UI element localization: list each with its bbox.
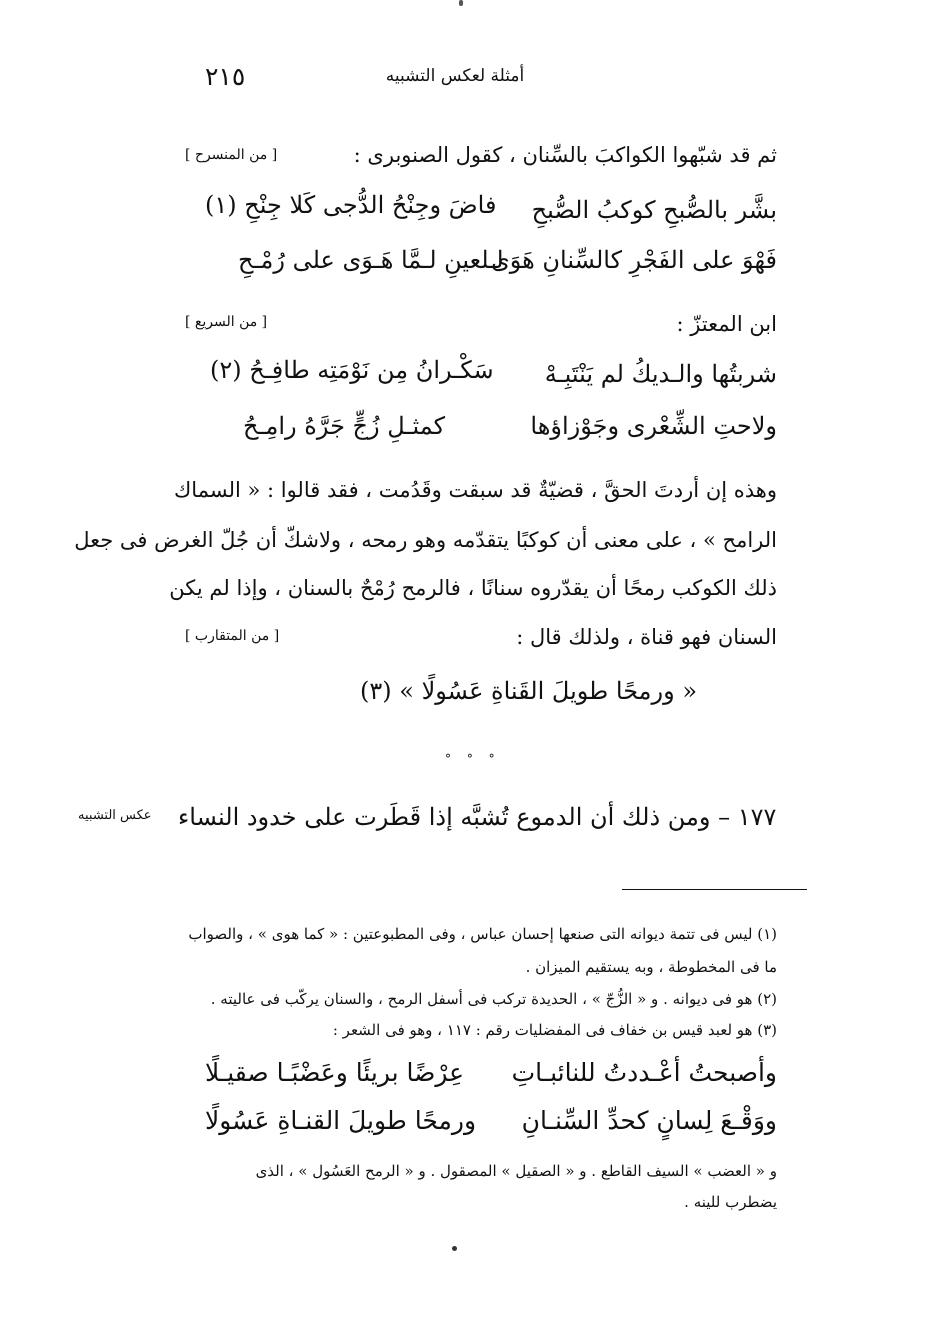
footnote-verse-1-right: وأصبحتُ أعْـددتُ للنائبـاتِ: [511, 1058, 777, 1087]
footnote-1-line-1: (١) ليس فى تتمة ديوانه التى صنعها إحسان عباس ، وفى المطبوعتين : « كما هوى » ، والصواب: [188, 925, 777, 943]
verse-1-left: فاضَ وجِنْحُ الدُّجى كَلا جِنْحِ (١): [205, 191, 497, 219]
verse-3-left: سَكْـرانُ مِن نَوْمَتِه طافِـحُ (٢): [210, 356, 494, 384]
running-title: أمثلة لعكس التشبيه: [385, 66, 525, 86]
paragraph-meter: [ من المتقارب ]: [185, 628, 280, 644]
page-number: ٢١٥: [205, 62, 246, 91]
footnote-verse-2-right: ووَقْـعَ لِسانٍ كحدِّ السِّنـانِ: [521, 1106, 777, 1135]
footnote-verse-1-left: عِرْضًا بريئًا وعَضْبًـا صقيـلًا: [205, 1058, 465, 1087]
paragraph-line-4: السنان فهو قناة ، ولذلك قال :: [516, 625, 777, 649]
verse-3-right: شربتُها والـديكُ لم يَنْتَبِـهْ: [544, 360, 777, 388]
footnote-verse-2-left: ورمحًا طويلَ القنـاةِ عَسُولًا: [205, 1106, 477, 1135]
footnote-3: (٣) هو لعبد قيس بن خفاف فى المفضليات رقم : ١١٧ ، وهو فى الشعر :: [332, 1021, 777, 1039]
section1-intro: ثم قد شبّهوا الكواكبَ بالسِّنان ، كقول الصنوبرى :: [353, 143, 777, 167]
paragraph-line-2: الرامح » ، على معنى أن كوكبًا يتقدّمه وهو رمحه ، ولاشكّ أن جُلّ الغرض فى جعل: [74, 528, 777, 552]
section1-meter: [ من المنسرح ]: [185, 147, 278, 163]
verse-4-right: ولاحتِ الشِّعْرى وجَوْزاؤها: [530, 412, 777, 440]
quoted-hemistich: « ورمحًا طويلَ القَناةِ عَسُولًا » (٣): [360, 677, 698, 705]
footnote-rule: [622, 889, 807, 890]
section2-intro: ابن المعتزّ :: [676, 312, 777, 336]
verse-1-right: بشَّر بالصُّبحِ كوكبُ الصُّبحِ: [531, 196, 777, 224]
section-separator: ° ° °: [445, 752, 501, 766]
scan-mark: [459, 0, 463, 6]
footnote-gloss-line-1: و « العضب » السيف القاطع . و « الصقيل » المصقول . و « الرمح العَسُول » ، الذى: [255, 1162, 777, 1180]
paragraph-line-3: ذلك الكوكب رمحًا أن يقدّروه سنانًا ، فالرمح رُمْحٌ بالسنان ، وإذا لم يكن: [169, 576, 777, 600]
footnote-gloss-line-2: يضطرب للينه .: [684, 1193, 777, 1211]
verse-2-left: لـلعينِ لـمَّا هَـوَى على رُمْـحِ: [238, 246, 504, 274]
verse-2-right: فَهْوَ على الفَجْرِ كالسِّنانِ هَوَى: [490, 246, 777, 274]
footnote-1-line-2: ما فى المخطوطة ، وبه يستقيم الميزان .: [525, 958, 777, 976]
margin-note: عكس التشبيه: [78, 808, 152, 823]
section2-meter: [ من السريع ]: [185, 314, 268, 330]
footnote-2: (٢) هو فى ديوانه . و « الزُّجّ » ، الحديدة تركب فى أسفل الرمح ، والسنان يركّب فى عاليته .: [210, 990, 777, 1008]
scan-mark-bottom: [452, 1246, 457, 1251]
item-177-text: ١٧٧ – ومن ذلك أن الدموع تُشبَّه إذا قَطَرت على خدود النساء: [178, 803, 777, 831]
verse-4-left: كمثـلِ زُجٍّ جَرَّهُ رامِـحُ: [243, 412, 446, 440]
paragraph-line-1: وهذه إن أردتَ الحقَّ ، قضيّةٌ قد سبقت وقَدُمت ، فقد قالوا : « السماك: [173, 478, 777, 502]
